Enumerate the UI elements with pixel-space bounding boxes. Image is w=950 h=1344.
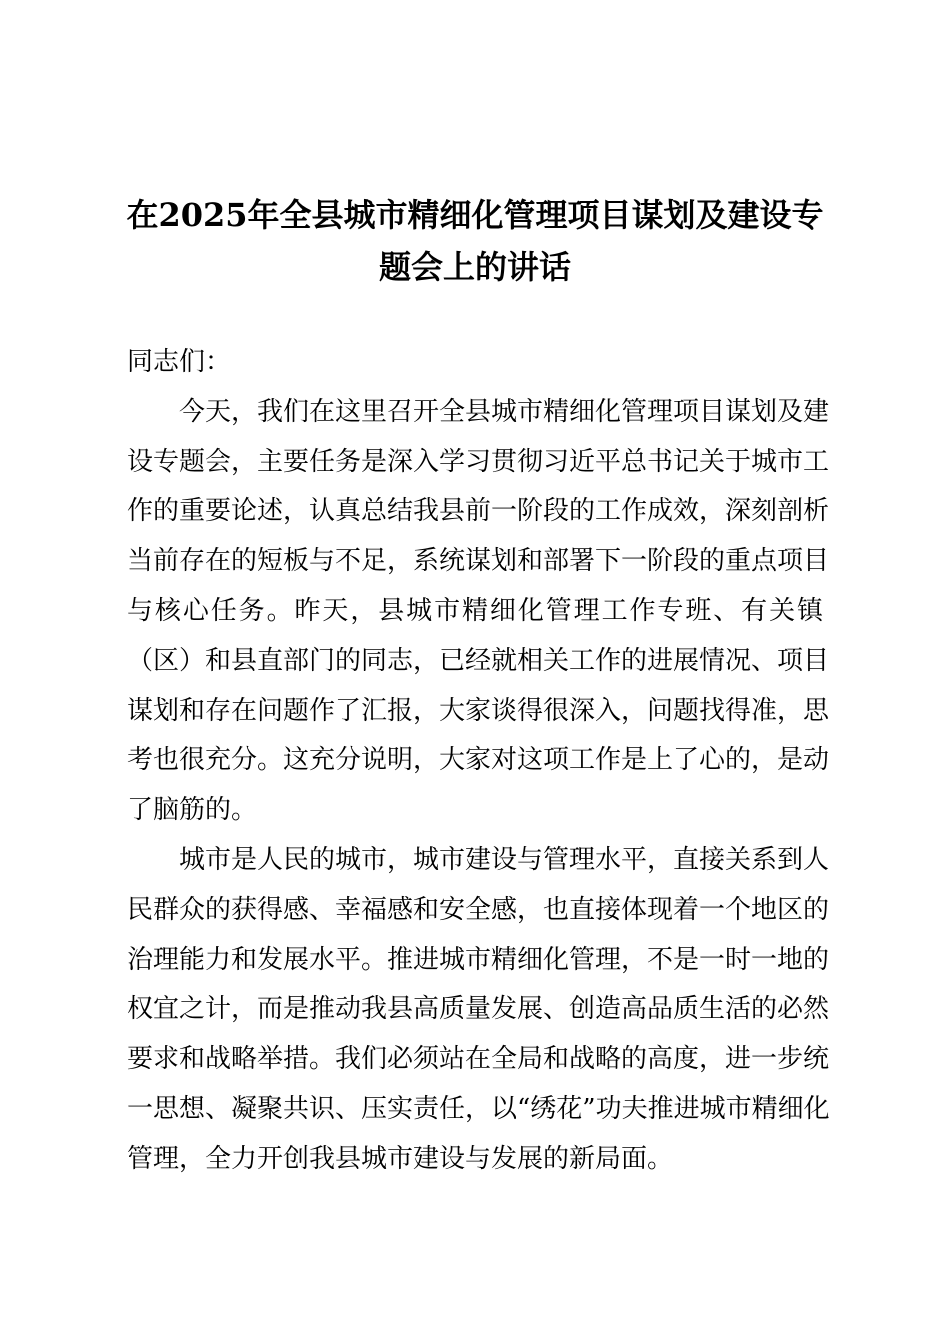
paragraph-line: 管理，全力开创我县城市建设与发展的新局面。 [127, 1143, 674, 1174]
paragraph-line: 城市是人民的城市，城市建设与管理水平，直接关系到人 [179, 844, 830, 875]
paragraph-line: 设专题会，主要任务是深入学习贯彻习近平总书记关于城市工 [127, 446, 830, 477]
paragraph-line: 考也很充分。这充分说明，大家对这项工作是上了心的，是动 [127, 745, 830, 776]
title-line: 题会上的讲话 [378, 248, 571, 286]
paragraph-line: 要求和战略举措。我们必须站在全局和战略的高度，进一步统 [127, 1044, 830, 1075]
paragraph-line: 一思想、凝聚共识、压实责任，以“绣花”功夫推进城市精细化 [127, 1093, 830, 1124]
paragraph [127, 388, 830, 836]
paragraph-line: 民群众的获得感、幸福感和安全感，也直接体现着一个地区的 [127, 894, 830, 925]
paragraph-line: 今天，我们在这里召开全县城市精细化管理项目谋划及建 [179, 396, 830, 427]
paragraph-line: 治理能力和发展水平。推进城市精细化管理，不是一时一地的 [127, 944, 830, 975]
title-line: 在2025年全县城市精细化管理项目谋划及建设专 [126, 196, 824, 234]
document-title [100, 189, 850, 293]
paragraph-line: 谋划和存在问题作了汇报，大家谈得很深入，问题找得准，思 [127, 695, 830, 726]
salutation: 同志们： [127, 347, 232, 377]
paragraph-line: 权宜之计，而是推动我县高质量发展、创造高品质生活的必然 [127, 994, 830, 1025]
paragraph-line: 当前存在的短板与不足，系统谋划和部署下一阶段的重点项目 [127, 546, 830, 577]
paragraph [127, 836, 830, 1185]
paragraph-line: 了脑筋的。 [127, 795, 258, 826]
paragraph-line: 与核心任务。昨天，县城市精细化管理工作专班、有关镇 [127, 595, 823, 626]
document-body [127, 338, 830, 1185]
paragraph-line: 作的重要论述，认真总结我县前一阶段的工作成效，深刻剖析 [127, 496, 830, 527]
paragraph-line: （区）和县直部门的同志，已经就相关工作的进展情况、项目 [127, 645, 830, 676]
paragraphs [127, 388, 830, 1185]
